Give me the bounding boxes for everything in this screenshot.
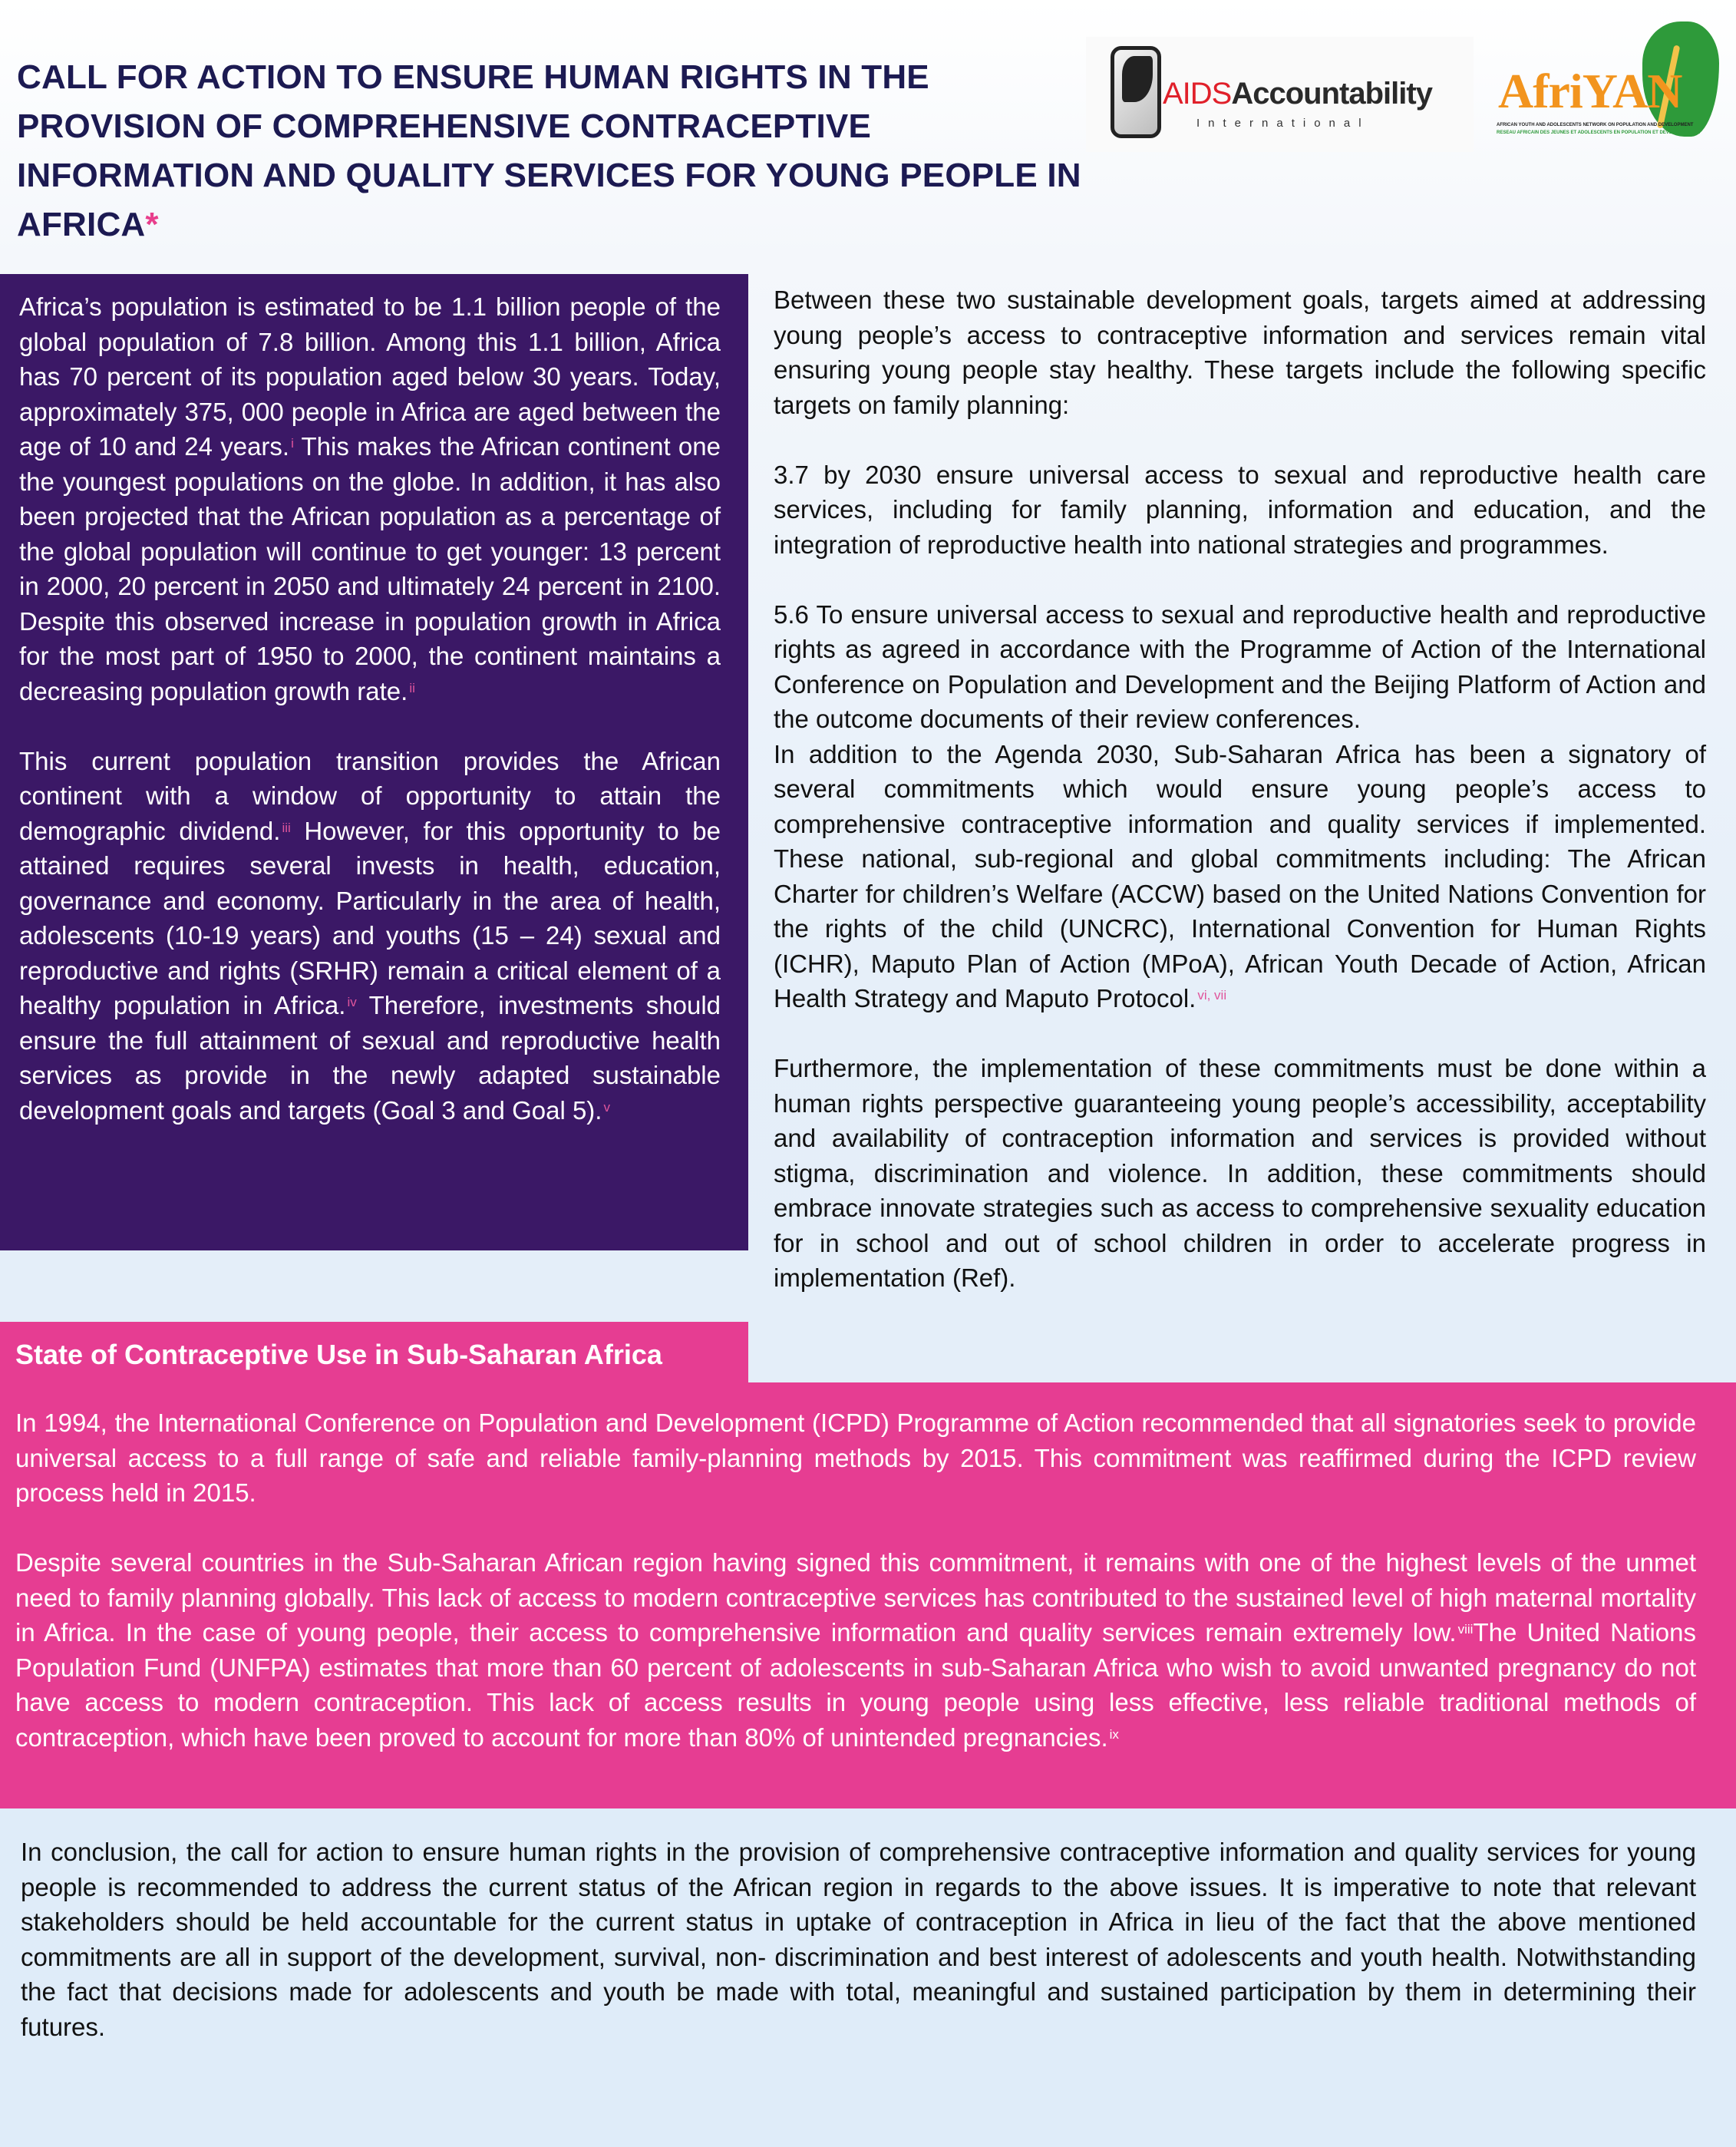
paragraph-text: In addition to the Agenda 2030, Sub-Saharan Africa has been a signatory of several commitments which would ensure young people’s access to comprehensive contraceptive information and quality services if implemented. These national, sub-regional and global commitments including: The African Charter for children’s Welfare (ACCW) based on the United Nations Convention for the rights of the child (UNCRC), International Convention for Human Rights (ICHR), Maputo Plan of Action (MPoA), African Youth Decade of Action, African Health Strategy and Maputo Protocol. [774, 739, 1706, 1012]
section-heading: State of Contraceptive Use in Sub-Saharan Africa [15, 1339, 662, 1370]
aids-accountability-badge-icon [1111, 46, 1161, 138]
footnote-ref[interactable]: ix [1109, 1726, 1119, 1742]
sdg-targets-column [774, 282, 1706, 1296]
document-title-text: CALL FOR ACTION TO ENSURE HUMAN RIGHTS IN THE PROVISION OF COMPREHENSIVE CONTRACEPTIVE INFORMATION AND QUALITY SERVICES FOR YOUNG PEOPLE IN AFRICA [17, 58, 1081, 244]
footnote-ref[interactable]: i [291, 436, 294, 451]
footnote-ref[interactable]: vi, vii [1197, 988, 1227, 1002]
population-overview-panel [0, 274, 748, 1250]
logo-word-aids: AIDS [1163, 77, 1232, 111]
paragraph-text: Therefore, investments should ensure the full attainment of sexual and reproductive health services as provide in the newly adapted sustainable development goals and targets (Goal 3 and Goal 5). [19, 991, 721, 1125]
demographic-dividend-paragraph [19, 744, 721, 1128]
aids-accountability-logo [1086, 37, 1474, 152]
paragraph-text: This current population transition provides the African continent with a window of opportunity to attain the demographic dividend. [19, 746, 721, 845]
commitments-paragraph [774, 737, 1706, 1016]
footnote-ref[interactable]: ii [409, 680, 415, 695]
logo-subtitle-international: International [1196, 117, 1370, 130]
section-heading-bar [0, 1322, 748, 1383]
document-title [17, 53, 1107, 249]
paragraph-text: Africa’s population is estimated to be 1.1 billion people of the global population of 7.8 billion. Among this 1.1 billion, Africa has 70 percent of its population aged below 30 years. Today, approximately 375, 000 people in Africa are aged between the age of 10 and 24 years. [19, 292, 721, 461]
footnote-ref[interactable]: iii [282, 820, 291, 835]
afriyan-logo [1497, 15, 1719, 138]
aids-accountability-wordmark [1163, 77, 1432, 111]
paragraph-text: The United Nations Population Fund (UNFPA) estimates that more than 60 percent of adolescents in sub-Saharan Africa who wish to avoid unwanted pregnancy do not have access to modern contraception. This lack of access results in young people using less effective, less reliable traditional methods of contraception, which have been proved to account for more than 80% of unintended pregnancies. [15, 1618, 1696, 1752]
footnote-ref[interactable]: v [603, 1099, 610, 1115]
title-asterisk: * [145, 206, 159, 244]
conclusion-paragraph: In conclusion, the call for action to ensure human rights in the provision of comprehensive contraceptive information and quality services for young people is recommended to address the current status of the African region in regards to the above issues. It is imperative to note that relevant stakeholders should be held accountable for the current status in uptake of contraception in Africa in lieu of the fact that the above mentioned commitments are all in support of the development, survival, non- discrimination and best interest of adolescents and youth health. Notwithstanding the fact that decisions made for adolescents and youth be made with total, meaningful and sustained participation by them in determining their futures. [21, 1838, 1696, 2041]
footnote-ref[interactable]: iv [347, 995, 357, 1009]
paragraph-text: However, for this opportunity to be attained requires several invests in health, education, governance and economy. Particularly in the area of health, adolescents (10-19 years) and youths (15 – 24) sexual and reproductive and rights (SRHR) remain a critical element of a healthy population in Africa. [19, 816, 721, 1019]
conclusion-section [0, 1808, 1736, 2147]
human-rights-paragraph: Furthermore, the implementation of these commitments must be done within a human rights perspective guaranteeing young people’s accessibility, acceptability and availability of contraception information and services is provided without stigma, discrimination and violence. In addition, these commitments should embrace innovate strategies such as access to comprehensive sexuality education for in school and out of school children in order to accelerate progress in implementation (Ref). [774, 1054, 1706, 1292]
swoosh-icon [1122, 56, 1153, 102]
afriyan-wordmark: AfriYAN [1498, 64, 1682, 118]
logo-word-accountability: Accountability [1231, 77, 1432, 111]
sdg-intro-paragraph: Between these two sustainable development goals, targets aimed at addressing young people’s access to contraceptive information and services remain vital ensuring young people stay healthy. These targets include the following specific targets on family planning: [774, 286, 1706, 419]
afriyan-tagline-fr: RESEAU AFRICAIN DES JEUNES ET ADOLESCENTS EN POPULATION ET DEVELOPPEMENT [1497, 130, 1701, 135]
population-paragraph [19, 289, 721, 709]
icpd-paragraph: In 1994, the International Conference on Population and Development (ICPD) Programme of Action recommended that all signatories seek to provide universal access to a full range of safe and reliable family-planning methods by 2015. This commitment was reaffirmed during the ICPD review process held in 2015. [15, 1409, 1696, 1507]
contraceptive-use-section [0, 1382, 1736, 1808]
unmet-need-paragraph [15, 1545, 1696, 1755]
target-3-7-paragraph: 3.7 by 2030 ensure universal access to sexual and reproductive health care services, including for family planning, information and education, and the integration of reproductive health into national strategies and programmes. [774, 460, 1706, 559]
paragraph-text: Despite several countries in the Sub-Saharan African region having signed this commitment, it remains with one of the highest levels of the unmet need to family planning globally. This lack of access to modern contraceptive services has contributed to the sustained level of high maternal mortality in Africa. In the case of young people, their access to comprehensive information and quality services remain extremely low. [15, 1548, 1696, 1647]
afriyan-tagline-en: AFRICAN YOUTH AND ADOLESCENTS NETWORK ON POPULATION AND DEVELOPMENT [1497, 123, 1694, 127]
paragraph-text: This makes the African continent one the youngest populations on the globe. In addition, it has also been projected that the African population as a percentage of the global population will continue to get younger: 13 percent in 2000, 20 percent in 2050 and ultimately 24 percent in 2100. Despite this observed increase in population growth in Africa for the most part of 1950 to 2000, the continent maintains a decreasing population growth rate. [19, 432, 721, 705]
footnote-ref[interactable]: viii [1457, 1622, 1474, 1637]
target-5-6-paragraph: 5.6 To ensure universal access to sexual and reproductive health and reproductive rights as agreed in accordance with the Programme of Action of the International Conference on Population and Development and the Beijing Platform of Action and the outcome documents of their review conferences. [774, 600, 1706, 733]
